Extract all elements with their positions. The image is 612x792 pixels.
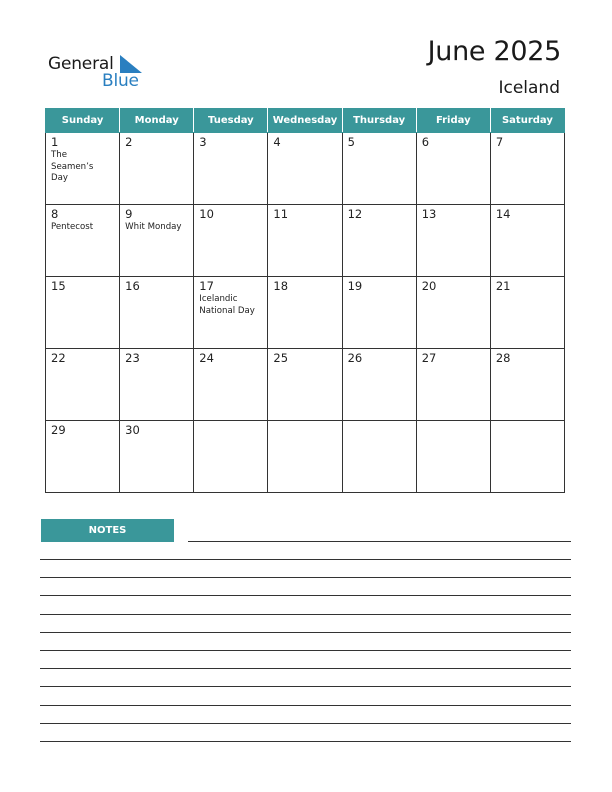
day-number: 1 (51, 135, 59, 149)
day-cell (268, 277, 342, 349)
day-number: 14 (495, 207, 511, 221)
notes-line (40, 705, 571, 706)
day-cell (46, 421, 120, 493)
day-cell (120, 205, 194, 277)
notes-line (40, 614, 571, 615)
day-cell (268, 421, 342, 493)
notes-line (40, 668, 571, 669)
weekday-header: Saturday (490, 109, 564, 133)
day-number: 27 (421, 351, 437, 365)
day-cell (416, 277, 490, 349)
day-number: 28 (495, 351, 511, 365)
day-number: 6 (421, 135, 430, 149)
day-number: 25 (273, 351, 289, 365)
day-number: 21 (495, 279, 511, 293)
day-cell (342, 277, 416, 349)
notes-line (40, 741, 571, 742)
day-number: 7 (495, 135, 504, 149)
day-cell (120, 349, 194, 421)
day-cell (194, 349, 268, 421)
notes-line (40, 632, 571, 633)
day-cell (268, 133, 342, 205)
page-title: June 2025 (427, 36, 561, 67)
day-cell (120, 133, 194, 205)
day-cell (416, 205, 490, 277)
day-cell (46, 133, 120, 205)
week-row (46, 349, 565, 421)
day-cell (194, 205, 268, 277)
holiday-label: Pentecost (51, 222, 94, 232)
day-number: 5 (347, 135, 355, 149)
notes-line (40, 686, 571, 687)
day-number: 22 (51, 351, 66, 365)
day-cell (268, 349, 342, 421)
day-cell (490, 277, 564, 349)
week-row (46, 277, 565, 349)
day-cell (194, 133, 268, 205)
day-number: 18 (273, 279, 289, 293)
day-number: 16 (125, 279, 140, 293)
day-cell (194, 421, 268, 493)
week-row (46, 421, 565, 493)
weekday-header: Sunday (46, 109, 120, 133)
day-cell (46, 277, 120, 349)
day-cell (490, 205, 564, 277)
day-number: 15 (51, 279, 66, 293)
holiday-label: Whit Monday (125, 222, 182, 232)
weekday-header: Monday (120, 109, 194, 133)
day-number: 9 (125, 207, 133, 221)
notes-line (40, 723, 571, 724)
day-number: 24 (199, 351, 214, 365)
day-cell (342, 349, 416, 421)
holiday-label: The Seamen’s Day (51, 150, 94, 183)
day-number: 13 (421, 207, 437, 221)
day-number: 20 (421, 279, 437, 293)
day-cell (342, 421, 416, 493)
day-number: 26 (347, 351, 363, 365)
weekday-header: Wednesday (268, 109, 342, 133)
notes-line (40, 595, 571, 596)
holiday-label: Icelandic National Day (199, 294, 255, 316)
day-cell (490, 133, 564, 205)
day-cell (268, 205, 342, 277)
weekday-header: Thursday (342, 109, 416, 133)
day-number: 12 (347, 207, 363, 221)
week-row (46, 133, 565, 205)
notes-header: NOTES (41, 519, 174, 542)
notes-line (188, 541, 571, 542)
day-cell (416, 421, 490, 493)
day-number: 3 (199, 135, 207, 149)
day-cell (342, 205, 416, 277)
day-number: 11 (273, 207, 289, 221)
day-cell (46, 349, 120, 421)
weekday-header: Friday (416, 109, 490, 133)
day-cell (120, 277, 194, 349)
day-number: 4 (273, 135, 281, 149)
logo-text-general: General (48, 54, 114, 74)
calendar-grid (45, 108, 565, 493)
day-cell (342, 133, 416, 205)
day-cell (46, 205, 120, 277)
day-number: 23 (125, 351, 140, 365)
day-number: 10 (199, 207, 214, 221)
day-cell (416, 349, 490, 421)
day-number: 30 (125, 423, 140, 437)
logo-text-blue: Blue (102, 71, 139, 91)
weekday-header-row (46, 109, 565, 133)
day-cell (194, 277, 268, 349)
day-cell (490, 349, 564, 421)
day-cell (490, 421, 564, 493)
day-cell (120, 421, 194, 493)
day-number: 8 (51, 207, 59, 221)
notes-line (40, 577, 571, 578)
country-label: Iceland (498, 78, 560, 98)
notes-line (40, 650, 571, 651)
day-number: 17 (199, 279, 214, 293)
brand-logo (48, 52, 158, 92)
day-cell (416, 133, 490, 205)
day-number: 29 (51, 423, 66, 437)
weekday-header: Tuesday (194, 109, 268, 133)
week-row (46, 205, 565, 277)
notes-line (40, 559, 571, 560)
day-number: 19 (347, 279, 363, 293)
day-number: 2 (125, 135, 133, 149)
